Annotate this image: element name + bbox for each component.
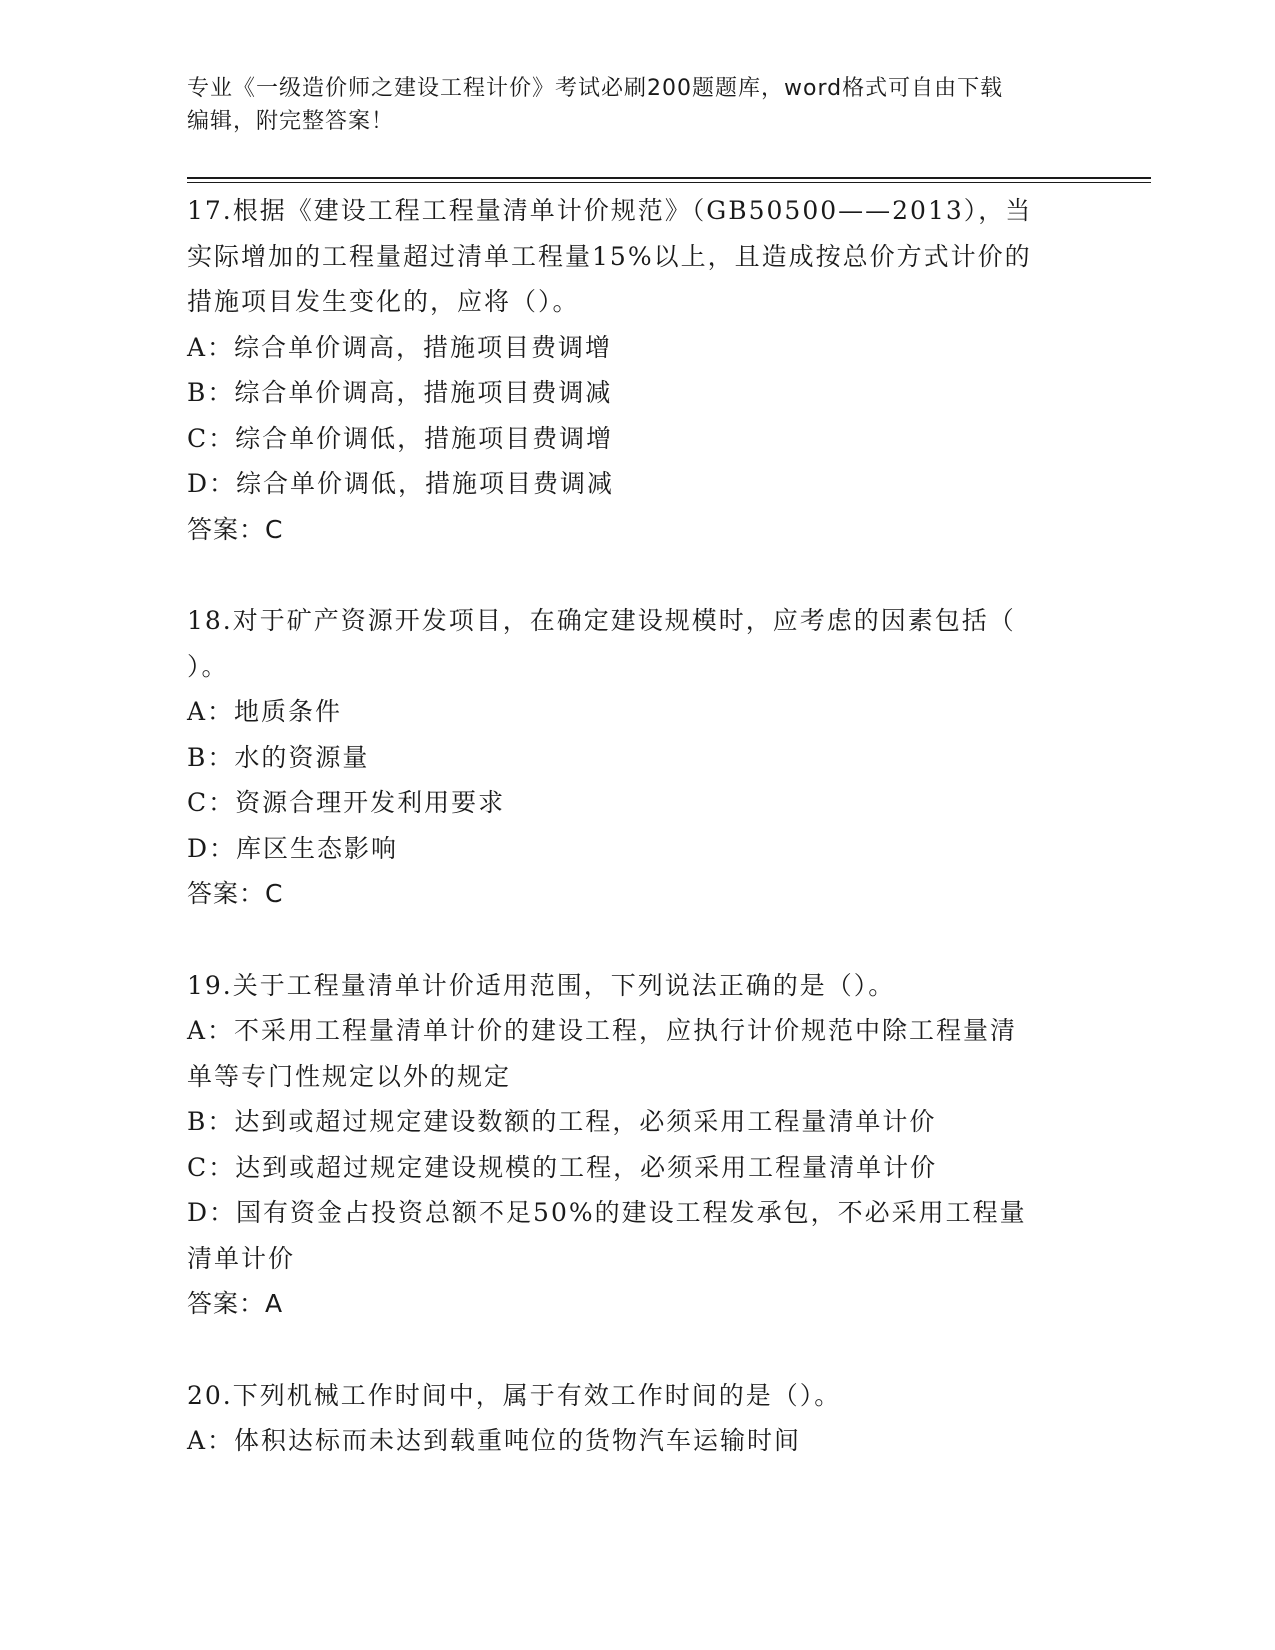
answer-line: 答案：C	[187, 879, 284, 908]
option-a: A：综合单价调高，措施项目费调增	[187, 332, 613, 362]
option-b: B：水的资源量	[187, 742, 370, 772]
document-header	[187, 72, 1087, 138]
question-18	[187, 598, 1087, 917]
option-a-continued: 单等专门性规定以外的规定	[187, 1061, 512, 1091]
question-stem-line: 措施项目发生变化的，应将（）。	[187, 287, 580, 316]
option-c: C：综合单价调低，措施项目费调增	[187, 423, 614, 453]
question-stem-line: 19.关于工程量清单计价适用范围，下列说法正确的是（）。	[187, 970, 896, 1000]
option-d: D：国有资金占投资总额不足50%的建设工程发承包，不必采用工程量	[187, 1198, 1027, 1227]
question-stem-line: 17.根据《建设工程工程量清单计价规范》（GB50500——2013），当	[187, 196, 1033, 225]
header-divider-thin	[187, 182, 1151, 183]
question-17	[187, 188, 1087, 552]
question-stem-line: ）。	[187, 651, 229, 681]
question-stem-line: 实际增加的工程量超过清单工程量15%以上，且造成按总价方式计价的	[187, 241, 1032, 271]
option-d: D：库区生态影响	[187, 833, 399, 863]
answer-line: 答案：A	[187, 1289, 284, 1318]
question-19	[187, 963, 1087, 1327]
header-line-1: 专业《一级造价师之建设工程计价》考试必刷200题题库，word格式可自由下载	[187, 76, 1004, 101]
option-a: A：不采用工程量清单计价的建设工程，应执行计价规范中除工程量清	[187, 1016, 1018, 1045]
option-b: B：达到或超过规定建设数额的工程，必须采用工程量清单计价	[187, 1107, 937, 1136]
header-divider-thick	[187, 177, 1151, 179]
option-c: C：资源合理开发利用要求	[187, 788, 506, 817]
question-stem-line: 20.下列机械工作时间中，属于有效工作时间的是（）。	[187, 1380, 842, 1410]
option-d-continued: 清单计价	[187, 1243, 296, 1273]
option-c: C：达到或超过规定建设规模的工程，必须采用工程量清单计价	[187, 1152, 938, 1182]
option-b: B：综合单价调高，措施项目费调减	[187, 378, 613, 407]
question-20	[187, 1373, 1087, 1464]
option-d: D：综合单价调低，措施项目费调减	[187, 469, 615, 498]
question-list	[187, 188, 1087, 1464]
header-line-2: 编辑，附完整答案！	[187, 109, 395, 134]
answer-line: 答案：C	[187, 514, 284, 544]
option-a: A：体积达标而未达到载重吨位的货物汽车运输时间	[187, 1426, 802, 1455]
question-stem-line: 18.对于矿产资源开发项目，在确定建设规模时，应考虑的因素包括（	[187, 606, 1016, 635]
option-a: A：地质条件	[187, 697, 343, 726]
